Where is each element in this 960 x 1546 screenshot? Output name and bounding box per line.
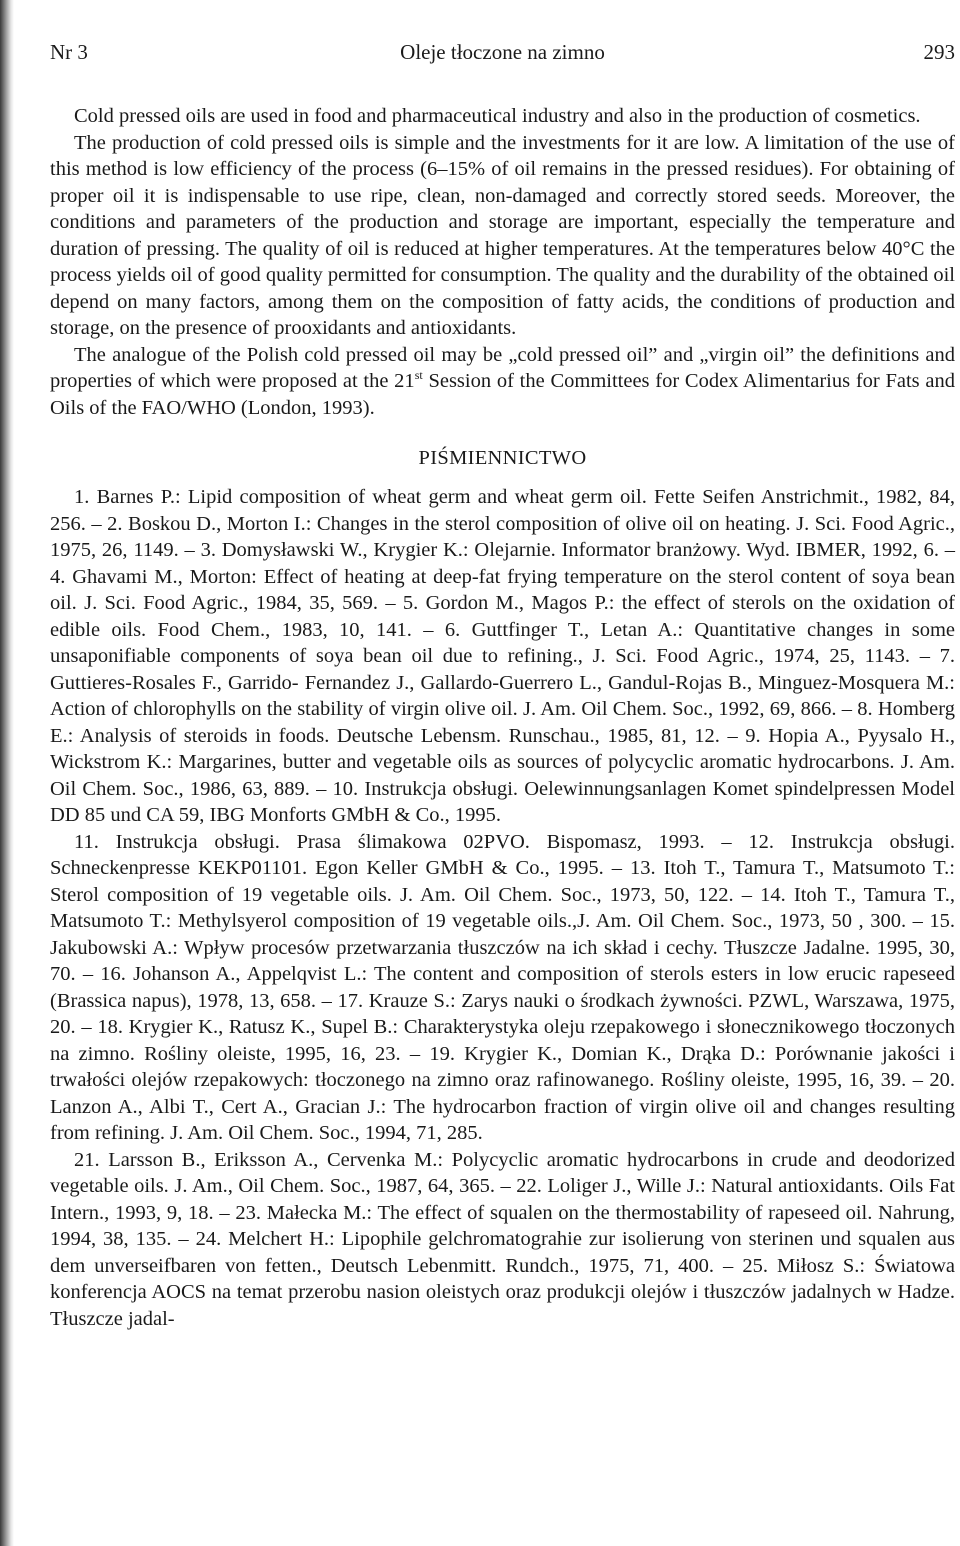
references-block-2: 11. Instrukcja obsługi. Prasa ślimakowa 02PVO. Bispomasz, 1993. – 12. Instrukcja obsługi. Schneckenpresse KEKP01101. Egon Keller GMbH & Co., 1995. – 13. Itoh T., Tamura T., Matsumoto T.: Sterol composition of 19 vegetable oils. J. Am. Oil Chem. Soc., 1973, 50, 122. – 14. Itoh T., Tamura T., Matsumoto T.: Methylsyerol composition of 19 vegetable oils.,J. Am. Oil Chem. Soc., 1973, 50 , 300. – 15. Jakubowski A.: Wpływ procesów przetwarzania tłuszczów na ich skład i cechy. Tłuszcze Jadalne. 1995, 30, 70. – 16. Johanson A., Appelqvist L.: The content and composition of sterols esters in low erucic rapeseed (Brassica napus), 1978, 13, 658. – 17. Krauze S.: Zarys nauki o środkach żywności. PZWL, Warszawa, 1975, 20. – 18. Krygier K., Ratusz K., Supel B.: Charakterystyka oleju rzepakowego i słonecznikowego tłoczonych na zimno. Rośliny oleiste, 1995, 16, 23. – 19. Krygier K., Domian K., Drąka D.: Porównanie jakości i trwałości olejów rzepakowych: tłoczonego na zimno oraz rafinowanego. Rośliny oleiste, 1995, 16, 39. – 20. Lanzon A., Albi T., Cert A., Gracian J.: The hydrocarbon fraction of virgin olive oil and changes resulting from refining. J. Am. Oil Chem. Soc., 1994, 71, 285. — [50, 830, 955, 1144]
paragraph-3-text-b: Session of the Committees for Codex Alimentarius for Fats and Oils of the FAO/WHO (London, 1993). — [50, 370, 956, 419]
running-header — [50, 40, 955, 74]
references-heading: PIŚMIENNICTWO — [418, 447, 587, 469]
summary-paragraph-3 — [50, 342, 955, 422]
summary-paragraph-1: Cold pressed oils are used in food and pharmaceutical industry and also in the production of cosmetics. — [74, 105, 921, 127]
references-block-1: 1. Barnes P.: Lipid composition of wheat germ and wheat germ oil. Fette Seifen Anstrichmit., 1982, 84, 256. – 2. Boskou D., Morton I.: Changes in the sterol composition of olive oil on heating. J. Sci. Food Agric., 1975, 26, 1149. – 3. Domysławski W., Krygier K.: Olejarnie. Informator branżowy. Wyd. IBMER, 1992, 6. – 4. Ghavami M., Morton: Effect of heating at deep-fat frying temperature on the sterol content of soya bean oil. J. Sci. Food Agric., 1984, 35, 569. – 5. Gordon M., Magos P.: the effect of sterols on the oxidation of edible oils. Food Chem., 1983, 10, 141. – 6. Guttfinger T., Letan A.: Quantitative changes in some unsaponifiable components of soya bean oil due to refining., J. Sci. Food Agric., 1974, 25, 1143. – 7. Guttieres-Rosales F., Garrido- Fernandez J., Gallardo-Guerrero L., Gandul-Rojas B., Minguez-Mosquera M.: Action of chlorophylls on the stability of virgin olive oil. J. Am. Oil Chem. Soc., 1992, 69, 866. – 8. Homberg E.: Analysis of steroids in foods. Deutsche Lebensm. Runschau., 1985, 81, 12. – 9. Hopia A., Pyysalo H., Wickstrom K.: Margarines, butter and vegetable oils as sources of polycyclic aromatic hydrocarbons. J. Am. Oil Chem. Soc., 1986, 63, 889. – 10. Instrukcja obsługi. Oelewinnungsanlagen Komet spindelpressen Model DD 85 und CA 59, IBG Monforts GMbH & Co., 1995. — [50, 486, 955, 826]
references-list — [50, 484, 955, 1332]
page-number: 293 — [923, 40, 955, 64]
summary-text — [50, 103, 955, 421]
references-block-3: 21. Larsson B., Eriksson A., Cervenka M.: Polycyclic aromatic hydrocarbons in crude and deodorized vegetable oils. J. Am., Oil Chem. Soc., 1987, 64, 365. – 22. Loliger J., Wille J.: Natural antioxidants. Oils Fat Intern., 1993, 9, 18. – 23. Małecka M.: The effect of squalen on the thermostability of rapeseed oil. Nahrung, 1994, 38, 135. – 24. Melchert H.: Lipophile gelchromatograhie zur isolierung von sterinen und squalen aus dem unverseifbaren von fetten., Deutsch Lebenmitt. Rundch., 1975, 71, 400. – 25. Miłosz S.: Światowa konferencja AOCS na temat przerobu nasion oleistych oraz produkcji olejów i tłuszczów jadalnych w Hadze. Tłuszcze jadal- — [50, 1148, 955, 1330]
page — [50, 40, 955, 1332]
scan-binding-edge — [0, 0, 14, 1546]
paragraph-3-text-a: The analogue of the Polish cold pressed oil may be „cold pressed oil” and „virgin oil” the definitions and properties of which were proposed at the 21 — [50, 343, 955, 392]
journal-issue: Nr 3 — [50, 40, 88, 64]
running-title: Oleje tłoczone na zimno — [400, 40, 605, 64]
summary-paragraph-2: The production of cold pressed oils is simple and the investments for it are low. A limitation of the use of this method is low efficiency of the process (6–15% of oil remains in the pressed residues). For obtaining of proper oil it is indispensable to use ripe, clean, non-damaged and correctly stored seeds. Moreover, the conditions and parameters of the production and storage are important, especially the temperature and duration of pressing. The quality of oil is reduced at higher temperatures. At the temperatures below 40°C the process yields oil of good quality permitted for consumption. The quality and the durability of the obtained oil depend on many factors, among them on the composition of fatty acids, the conditions of production and storage, on the presence of prooxidants and antioxidants. — [50, 131, 955, 339]
ordinal-superscript: st — [414, 368, 423, 383]
